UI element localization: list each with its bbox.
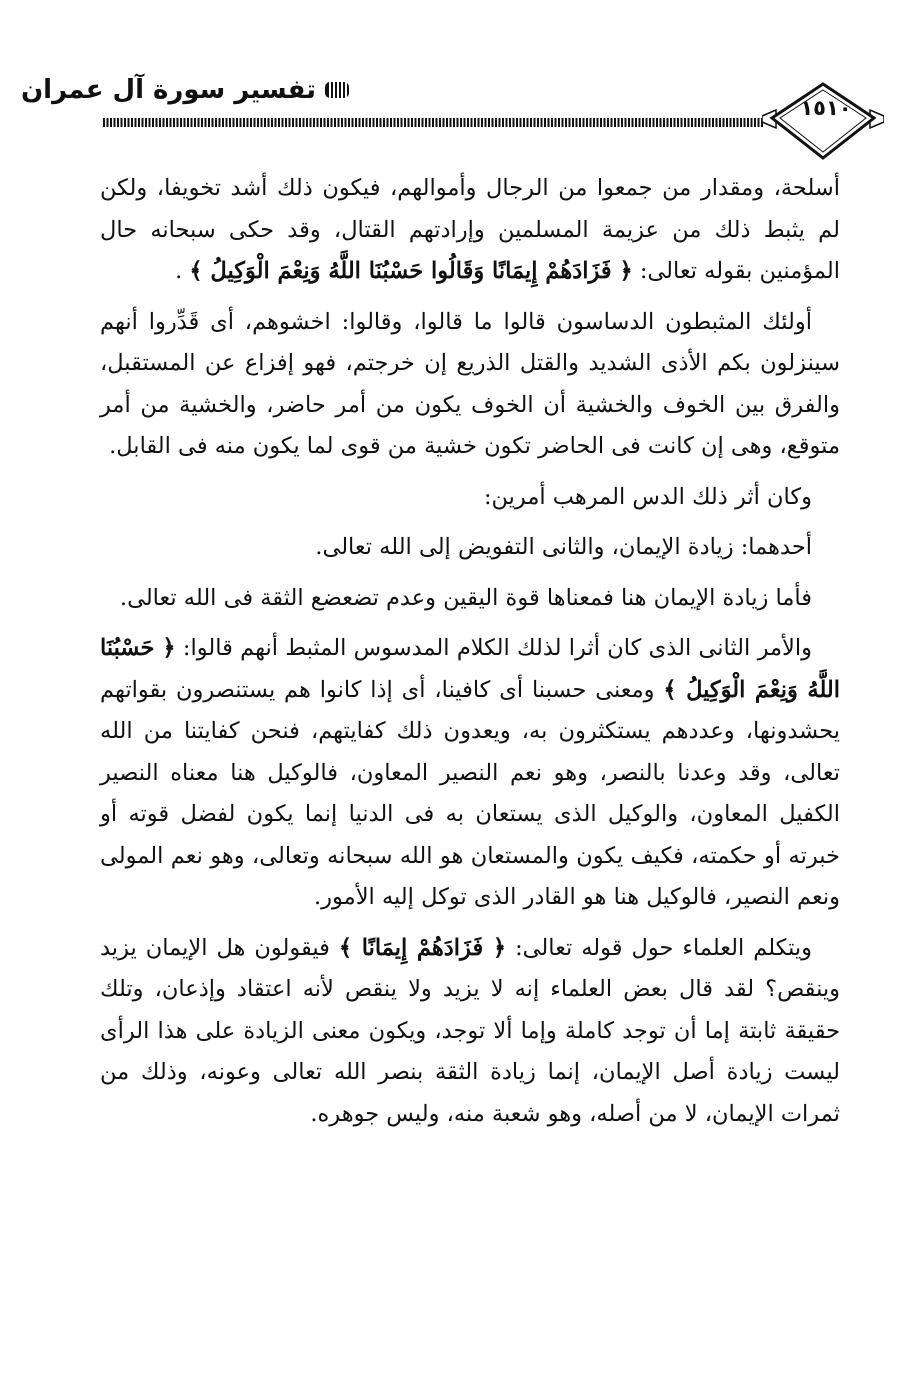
paragraph-text: .	[175, 258, 190, 284]
header-rule	[103, 118, 763, 127]
paragraph-text: ويتكلم العلماء حول قوله تعالى:	[506, 934, 812, 961]
paragraph	[100, 168, 840, 293]
paragraph-text: فيقولون هل الإيمان يزيد وينقص؟ لقد قال بعض العلماء إنه لا يزيد ولا ينقص لأنه اعتقاد وإذعان، وتلك حقيقة ثابتة إما أن توجد كاملة وإما ألا توجد، ويكون معنى الزيادة على هذا الرأى ليست زيادة أصل الإيمان، إنما زيادة الثقة بنصر الله تعالى وعونه، وذلك من ثمرات الإيمان، لا من أصله، وهو شعبة منه، وليس جوهره.	[100, 934, 840, 1127]
page-header	[20, 70, 350, 110]
quran-verse: ﴿ فَزَادَهُمْ إِيمَانًا ﴾	[338, 934, 507, 961]
running-title: تفسير سورة آل عمران	[20, 75, 316, 105]
page-body	[100, 168, 840, 1144]
paragraph-text: ومعنى حسبنا أى كافينا، أى إذا كانوا هم يستنصرون بقواتهم يحشدونها، وعددهم يستكثرون به، ويعدون ذلك كفايتهم، فنحن كفايتنا من الله تعالى، وقد وعدنا بالنصر، وهو نعم النصير المعاون، فالوكيل هنا معناه النصير الكفيل المعاون، والوكيل الذى يستعان به فى الدنيا إنما يكون لفضل قوته أو خبرته أو حكمته، فكيف يكون والمستعان هو الله سبحانه وتعالى، وهو نعم المولى ونعم النصير، فالوكيل هنا هو القادر الذى توكل إليه الأمور.	[100, 676, 840, 910]
page-number: ١٥١٠	[800, 96, 852, 120]
paragraph: أولئك المثبطون الدساسون قالوا ما قالوا، وقالوا: اخشوهم، أى قَدِّروا أنهم سينزلون بكم الأذى الشديد والقتل الذريع إن خرجتم، فهو إفزاع عن المستقبل، والفرق بين الخوف والخشية أن الخوف يكون من أمر حاضر، والخشية من أمر متوقع، وهى إن كانت فى الحاضر تكون خشية من قوى لما يكون منه فى القابل.	[100, 308, 840, 459]
paragraph: وكان أثر ذلك الدس المرهب أمرين:	[483, 483, 812, 510]
paragraph: أحدهما: زيادة الإيمان، والثانى التفويض إلى الله تعالى.	[315, 534, 812, 560]
page-number-badge-icon	[762, 82, 884, 162]
paragraph-text: أسلحة، ومقدار من جمعوا من الرجال وأموالهم، فيكون ذلك أشد تخويفا، ولكن لم يثبط ذلك من عزيمة المسلمين وإرادتهم القتال، وقد حكى سبحانه حال المؤمنين بقوله تعالى:	[100, 175, 840, 284]
paragraph	[100, 928, 840, 1136]
header-ornament-icon	[324, 79, 350, 101]
quran-verse: ﴿ حَسْبُنَا اللَّهُ وَنِعْمَ الْوَكِيلُ ﴾	[100, 635, 841, 703]
quran-verse: ﴿ فَزَادَهُمْ إِيمَانًا وَقَالُوا حَسْبُنَا اللَّهُ وَنِعْمَ الْوَكِيلُ ﴾	[189, 258, 633, 284]
paragraph: فأما زيادة الإيمان هنا فمعناها قوة اليقين وعدم تضعضع الثقة فى الله تعالى.	[119, 584, 812, 611]
paragraph	[100, 628, 840, 919]
paragraph-text: والأمر الثانى الذى كان أثرا لذلك الكلام المدسوس المثبط أنهم قالوا:	[175, 635, 812, 661]
